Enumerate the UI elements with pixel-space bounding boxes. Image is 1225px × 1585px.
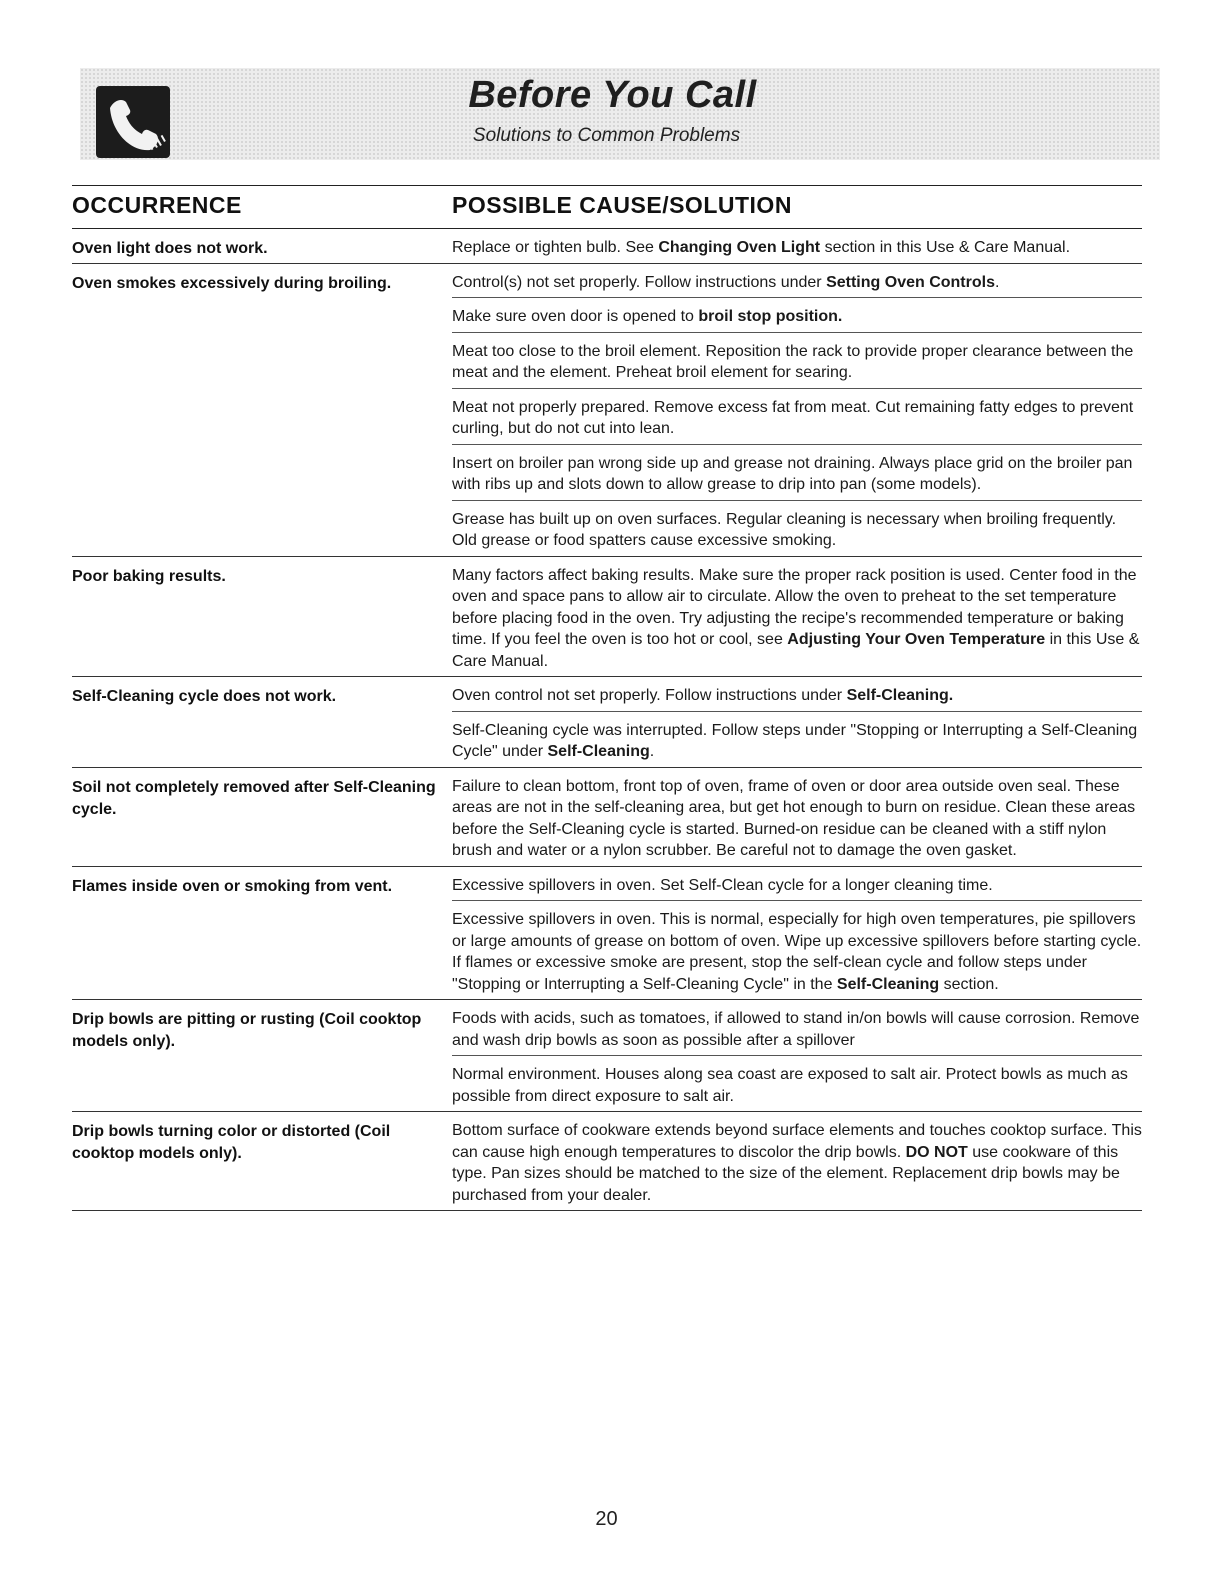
solution-paragraph bbox=[452, 867, 1142, 901]
solution-text: Many factors affect baking results. Make sure the proper rack position is used. Center food in the oven and space pans to allow air to circulate. Allow the oven to preheat to the set temperature before placing food in the oven. Try adjusting the recipe's recommended temperature or baking time. If you feel the oven is too hot or cool, see bbox=[452, 566, 1137, 648]
solution-text: Grease has built up on oven surfaces. Regular cleaning is necessary when broiling frequently. Old grease or food spatters cause excessive smoking. bbox=[452, 510, 1117, 549]
solution-paragraph bbox=[452, 500, 1142, 556]
solution-text: in this Use & Care Manual. bbox=[452, 631, 1140, 670]
solution-paragraph bbox=[452, 229, 1142, 263]
solution-cell bbox=[452, 677, 1142, 767]
solution-cell bbox=[452, 264, 1142, 556]
solution-text: Bottom surface of cookware extends beyond surface elements and touches cooktop surface. This can cause high enough temperatures to discolor the drip bowls. bbox=[452, 1122, 1142, 1161]
solution-text: Make sure oven door is opened to bbox=[452, 308, 699, 325]
table-row bbox=[72, 867, 1142, 1001]
solution-bold-text: Changing Oven Light bbox=[658, 239, 821, 256]
solution-text: . bbox=[994, 273, 1000, 291]
solution-paragraph bbox=[452, 768, 1142, 866]
table-row bbox=[72, 229, 1142, 264]
solution-text: Meat not properly prepared. Remove excess fat from meat. Cut remaining fatty edges to prevent curling, but do not cut into lean. bbox=[452, 398, 1134, 437]
solution-cell bbox=[452, 1000, 1142, 1111]
solution-bold-text: Self-Cleaning bbox=[836, 975, 940, 993]
solution-cell bbox=[452, 867, 1142, 1000]
solution-bold-text: Setting Oven Controls bbox=[826, 273, 995, 291]
solution-bold-text: Adjusting Your Oven Temperature bbox=[787, 631, 1046, 648]
solution-text: Meat too close to the broil element. Reposition the rack to provide proper clearance between the meat and the element. Preheat broil element for searing. bbox=[452, 342, 1134, 381]
solution-cell bbox=[452, 557, 1142, 677]
solution-bold-text: DO NOT bbox=[905, 1143, 968, 1161]
occurrence-cell: Drip bowls are pitting or rusting (Coil cooktop models only). bbox=[72, 1011, 422, 1050]
solution-text: Replace or tighten bulb. See bbox=[452, 239, 659, 256]
solution-text: section. bbox=[939, 975, 999, 993]
solution-paragraph bbox=[452, 297, 1142, 332]
solution-text: Excessive spillovers in oven. This is normal, especially for high oven temperatures, pie spillovers or large amounts of grease on bottom of oven. Wipe up excessive spillovers before starting cycle. If flames or excessive smoke are present, stop the self-clean cycle and follow steps under "Stopping or Interrupting a Self-Cleaning Cycle" in the bbox=[452, 911, 1142, 993]
solution-text: Insert on broiler pan wrong side up and grease not draining. Always place grid on the broiler pan with ribs up and slots down to allow grease to drip into pan (some models). bbox=[452, 454, 1133, 493]
solution-paragraph bbox=[452, 900, 1142, 999]
solution-bold-text: Self-Cleaning bbox=[547, 743, 650, 760]
solution-paragraph bbox=[452, 1055, 1142, 1111]
table-row bbox=[72, 557, 1142, 678]
solution-paragraph bbox=[452, 711, 1142, 767]
page-title: Before You Call bbox=[468, 74, 757, 116]
solution-cell bbox=[452, 768, 1142, 866]
occurrence-cell: Self-Cleaning cycle does not work. bbox=[72, 688, 337, 705]
solution-text: use cookware of this type. Pan sizes should be matched to the size of the element. Replacement drip bowls may be purchased from your dealer. bbox=[452, 1143, 1120, 1204]
table-row bbox=[72, 677, 1142, 768]
occurrence-cell: Soil not completely removed after Self-Cleaning cycle. bbox=[72, 778, 436, 818]
occurrence-cell: Poor baking results. bbox=[72, 567, 226, 585]
solution-paragraph bbox=[452, 332, 1142, 388]
solution-cell bbox=[452, 229, 1142, 263]
solution-paragraph bbox=[452, 557, 1142, 677]
table-row bbox=[72, 264, 1142, 557]
solution-paragraph bbox=[452, 1000, 1142, 1055]
solution-paragraph bbox=[452, 1112, 1142, 1210]
solution-text: Control(s) not set properly. Follow instructions under bbox=[452, 273, 827, 291]
occurrence-cell: Oven light does not work. bbox=[72, 240, 268, 257]
solution-paragraph bbox=[452, 677, 1142, 711]
occurrence-cell: Drip bowls turning color or distorted (Coil cooktop models only). bbox=[72, 1123, 391, 1162]
solution-cell bbox=[452, 1112, 1142, 1210]
solution-bold-text: Self-Cleaning. bbox=[846, 687, 954, 704]
solution-paragraph bbox=[452, 388, 1142, 444]
solution-paragraph bbox=[452, 264, 1142, 298]
solution-text: Excessive spillovers in oven. Set Self-Clean cycle for a longer cleaning time. bbox=[452, 876, 993, 894]
solution-text: Normal environment. Houses along sea coast are exposed to salt air. Protect bowls as much as possible from direct exposure to salt air. bbox=[452, 1066, 1128, 1105]
occurrence-column-header: OCCURRENCE bbox=[72, 192, 242, 218]
table-row bbox=[72, 1000, 1142, 1112]
solution-text: Failure to clean bottom, front top of oven, frame of oven or door area outside oven seal. These areas are not in the self-cleaning area, but get hot enough to burn on residue. Clean these areas before the Self-Cleaning cycle is started. Burned-on residue can be cleaned with a stiff nylon brush and water or a nylon scrubber. Be careful not to damage the oven gasket. bbox=[452, 777, 1136, 859]
troubleshooting-table bbox=[72, 229, 1142, 1211]
occurrence-cell: Oven smokes excessively during broiling. bbox=[72, 274, 392, 292]
table-row bbox=[72, 768, 1142, 867]
solution-text: Self-Cleaning cycle was interrupted. Follow steps under "Stopping or Interrupting a Self-Cleaning Cycle" under bbox=[452, 721, 1138, 760]
solution-bold-text: broil stop position. bbox=[698, 308, 843, 325]
solution-paragraph bbox=[452, 444, 1142, 500]
solution-column-header: POSSIBLE CAUSE/SOLUTION bbox=[452, 192, 792, 218]
occurrence-cell: Flames inside oven or smoking from vent. bbox=[72, 877, 393, 895]
page-number: 20 bbox=[595, 1508, 618, 1530]
solution-text: Foods with acids, such as tomatoes, if allowed to stand in/on bowls will cause corrosion. Remove and wash drip bowls as soon as possible after a spillover bbox=[452, 1010, 1140, 1049]
solution-text: . bbox=[649, 743, 655, 760]
solution-text: section in this Use & Care Manual. bbox=[820, 239, 1071, 256]
solution-text: Oven control not set properly. Follow instructions under bbox=[452, 687, 847, 704]
page-subtitle: Solutions to Common Problems bbox=[472, 125, 741, 146]
table-row bbox=[72, 1112, 1142, 1211]
header-rule-top bbox=[72, 185, 1142, 186]
